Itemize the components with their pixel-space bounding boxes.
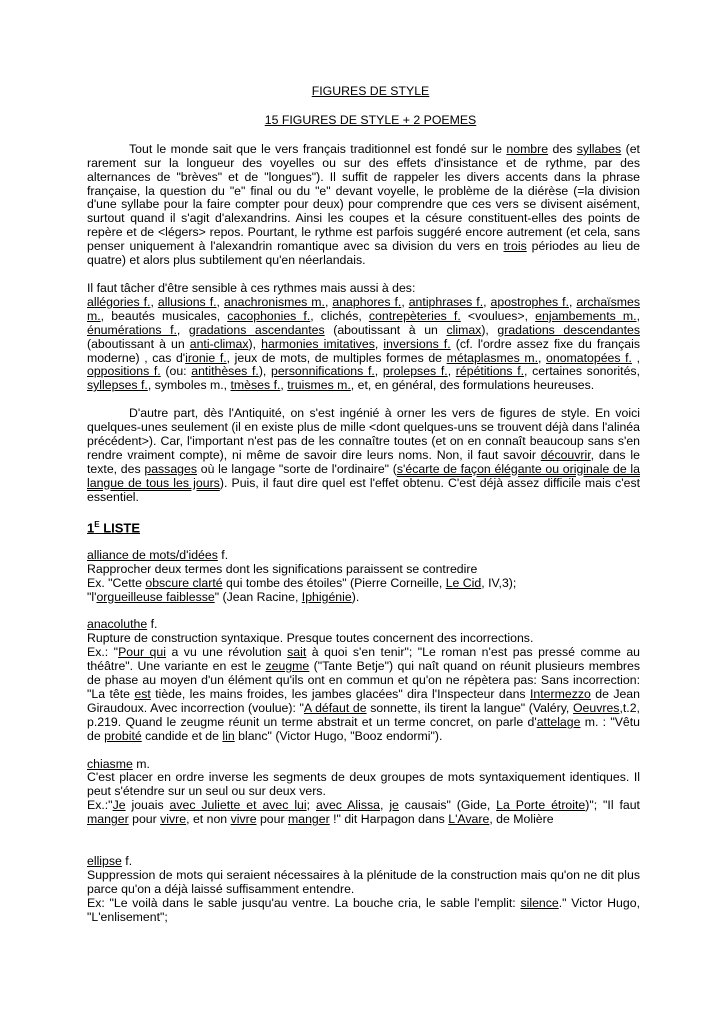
- text-run: périodes au lieu de quatre) et alors plus subtilement qu'en néerlandais.: [87, 239, 640, 268]
- text-run: , dans le texte, des: [87, 447, 640, 476]
- underlined-term: avec Alissa: [315, 798, 380, 813]
- underlined-term: prolepses f.: [382, 364, 448, 379]
- figure-text: [87, 577, 640, 591]
- text-run: pour: [256, 812, 288, 827]
- underlined-term: découvrir: [540, 447, 591, 462]
- underlined-term: inversions f.: [383, 336, 451, 351]
- text-run: Rapprocher deux termes dont les significations paraissent se contredire: [87, 561, 478, 576]
- underlined-term: cacophonies f.: [227, 308, 311, 323]
- text-run: , et, en général, des formulations heureuses.: [350, 378, 595, 393]
- text-run: ),: [481, 322, 498, 337]
- figure-text: [87, 591, 640, 605]
- underlined-term: climax: [446, 322, 482, 337]
- underlined-term: avec Juliette et avec lui: [169, 798, 307, 813]
- underlined-term: gradations ascendantes: [188, 322, 325, 337]
- text-run: ,: [631, 350, 640, 365]
- text-run: <voulues>,: [460, 308, 536, 323]
- text-run: (et rarement sur la longueur des voyelles ou sur des effets d'insistance et de rythme, par des alternances de "brèves" et de "longues"). Il suffit de rappeler les divers accents dans la phrase française, la question du "e" final ou du "e" devant voyelle, le problème de la diérèse (=la division d'une syllabe pour la faire compter pour deux) pour comprendre que ces vers se divisent aisément, surtout quand il s'agit d'alexandrins. Ainsi les coupes et la césure constituent-elles des points de repère et de <légers> repos. Pourtant, le rythme est parfois suggéré encore autrement (et cela, sans penser uniquement à l'alexandrin romantique avec sa division du vers en: [87, 141, 640, 254]
- underlined-term: passages: [144, 461, 197, 476]
- underlined-term: Pour qui: [118, 645, 166, 660]
- list-label: LISTE: [99, 519, 141, 535]
- text-run: ,: [483, 294, 491, 309]
- antiquity-paragraph: [87, 407, 640, 504]
- underlined-term: contrepèteries f.: [368, 308, 461, 323]
- text-run: , IV,3);: [481, 575, 517, 590]
- text-run: ("Tante Betje") qui naît quand on réunit plusieurs membres de phase au moyen d'un élément qu'ils ont en commun et qu'on ne répètera pas: Sans incorrection: "La tête: [87, 659, 640, 701]
- underlined-term: probité: [104, 728, 142, 743]
- text-run: ,: [150, 294, 158, 309]
- text-run: ,: [280, 378, 288, 393]
- figure-term: [87, 855, 640, 869]
- underlined-term: chiasme: [87, 756, 133, 771]
- text-run: (aboutissant à un: [87, 336, 190, 351]
- underlined-term: Je: [112, 798, 126, 813]
- text-run: f.: [147, 617, 158, 632]
- underlined-term: apostrophes f.: [490, 294, 570, 309]
- underlined-term: orgueilleuse faiblesse: [96, 589, 215, 604]
- text-run: f.: [121, 854, 133, 869]
- text-run: ),: [248, 336, 262, 351]
- text-run: Ex. "Cette: [87, 575, 146, 590]
- underlined-term: personnifications f.: [271, 364, 375, 379]
- text-run: candide et de: [141, 728, 223, 743]
- underlined-term: trois: [503, 239, 527, 254]
- text-run: ,: [636, 308, 640, 323]
- double-underlined-phrase: s'écarte de façon élégante ou originale de la langue de tous les jours: [87, 461, 640, 490]
- figure-text: [87, 799, 640, 827]
- text-run: à quoi s'en tenir"; "Le roman n'est pas pressé comme au théâtre". Une variante en est le: [87, 645, 640, 674]
- text-run: Ex: "Le voilà dans le sable jusqu'au ventre. La bouche cria, le sable l'emplit:: [87, 895, 521, 910]
- text-run: où le langage "sorte de l'ordinaire" (: [197, 461, 397, 476]
- underlined-term: Intermezzo: [530, 686, 591, 701]
- underlined-term: vivre: [230, 812, 257, 827]
- list-heading: [87, 518, 640, 535]
- text-run: ).: [351, 589, 360, 604]
- text-run: (cf. l'ordre assez fixe du français moderne) , cas d': [87, 336, 640, 365]
- figure-entry: [87, 855, 640, 925]
- text-run: pour: [128, 812, 161, 827]
- figure-entry: [87, 618, 640, 743]
- figure-text: [87, 771, 640, 799]
- text-run: , et non: [186, 812, 231, 827]
- text-run: tiède, les mains froides, les jambes glacées" dira l'Inspecteur dans: [150, 686, 530, 701]
- underlined-term: lin: [222, 728, 235, 743]
- underlined-term: manger: [288, 812, 330, 827]
- underlined-term: antiphrases f.: [408, 294, 484, 309]
- text-run: D'autre part, dès l'Antiquité, on s'est ingénié à orner les vers de figures de style. En voici quelques-unes seulement (il en existe plus de mille <dont quelques-uns se trouvent déjà dans l'alinéa précédent>). Car, l'important n'est pas de les connaître toutes (et on en connaît beaucoup sans s'en rendre vraiment compte), ni même de savoir dire leurs noms. Non, il faut savoir: [87, 406, 640, 462]
- list-number-suffix: E: [94, 519, 100, 529]
- underlined-term: Le Cid: [445, 575, 482, 590]
- text-run: de Jean Giraudoux. Avec incorrection (voulue): ": [87, 686, 640, 715]
- text-run: (ou:: [160, 364, 192, 379]
- text-run: (aboutissant à un: [324, 322, 447, 337]
- text-run: , certaines sonorités,: [524, 364, 640, 379]
- underlined-term: énumérations f.: [87, 322, 177, 337]
- underlined-term: alliance de mots/d'idées: [87, 547, 218, 562]
- text-run: Suppression de mots qui seraient nécessaires à la plénitude de la construction mais qu'on ne dit plus parce qu'on a déjà laissé suffisamment entendre.: [87, 868, 640, 896]
- text-run: ,: [374, 336, 384, 351]
- underlined-term: est: [134, 686, 151, 701]
- figure-term: [87, 758, 640, 772]
- text-run: Rupture de construction syntaxique. Presque toutes concernent des incorrections.: [87, 631, 534, 646]
- underlined-term: nombre: [506, 141, 549, 156]
- text-run: ,: [176, 322, 189, 337]
- text-run: Ex.:": [87, 798, 113, 813]
- text-run: des: [548, 141, 577, 156]
- underlined-term: vivre: [160, 812, 187, 827]
- text-run: )"; "Il faut: [585, 798, 640, 813]
- underlined-term: anaphores f.: [332, 294, 402, 309]
- underlined-term: onomatopées f.: [546, 350, 632, 365]
- underlined-term: allégories f.: [87, 294, 151, 309]
- underlined-term: sait: [287, 645, 307, 660]
- text-run: causais" (Gide,: [398, 798, 497, 813]
- page-content: [87, 82, 640, 925]
- text-run: ;: [306, 798, 316, 813]
- text-run: ." Victor Hugo, "L'enlisement";: [87, 895, 640, 924]
- figure-term: [87, 549, 640, 563]
- text-run: sonnette, ils tirent la langue" (Valéry,: [366, 700, 573, 715]
- underlined-term: obscure clarté: [145, 575, 223, 590]
- text-run: " (Jean Racine,: [214, 589, 302, 604]
- figure-text: [87, 646, 640, 743]
- text-run: , jeux de mots, de multiples formes de: [226, 350, 447, 365]
- figure-entry: [87, 758, 640, 828]
- text-run: ,: [569, 294, 577, 309]
- underlined-term: répétitions f.: [455, 364, 525, 379]
- underlined-term: tmèses f.: [230, 378, 281, 393]
- text-run: f.: [217, 547, 229, 562]
- text-run: , beautés musicales,: [100, 308, 228, 323]
- text-run: C'est placer en ordre inverse les segments de deux groupes de mots syntaxiquement identiques. Il peut s'étendre sur un seul ou sur deux vers.: [87, 770, 640, 799]
- underlined-term: allusions f.: [157, 294, 217, 309]
- underlined-term: harmonies imitatives: [261, 336, 375, 351]
- text-run: m.: [132, 756, 150, 771]
- text-run: a vu une révolution: [165, 645, 288, 660]
- underlined-term: A défaut de: [303, 700, 367, 715]
- text-run: ,t.2, p.219. Quand le zeugme réunit un terme abstrait et un terme concret, on parle d': [87, 700, 640, 729]
- figure-text: [87, 869, 640, 897]
- text-run: ,: [216, 294, 224, 309]
- underlined-term: enjambements m.: [535, 308, 637, 323]
- intro-paragraph: [87, 143, 640, 268]
- underlined-term: ironie f.: [185, 350, 227, 365]
- underlined-term: L'Avare: [448, 812, 490, 827]
- text-run: jouais: [125, 798, 170, 813]
- figure-entries: [87, 549, 640, 925]
- underlined-term: zeugme: [265, 659, 310, 674]
- underlined-term: anacoluthe: [87, 617, 148, 632]
- text-run: , clichés,: [310, 308, 369, 323]
- figure-term: [87, 618, 640, 632]
- underlined-term: truismes m.: [287, 378, 351, 393]
- list-number: 1: [87, 519, 95, 535]
- figures-list-paragraph: [87, 296, 640, 393]
- text-run: !" dit Harpagon dans: [329, 812, 449, 827]
- underlined-term: manger: [87, 812, 129, 827]
- figure-text: [87, 632, 640, 646]
- text-run: ,: [447, 364, 456, 379]
- text-run: , de Molière: [489, 812, 554, 827]
- figure-entry: [87, 549, 640, 605]
- underlined-term: oppositions f.: [87, 364, 161, 379]
- underlined-term: archaïsmes m.: [87, 294, 640, 323]
- rhythm-intro-line: Il faut tâcher d'être sensible à ces rythmes mais aussi à des:: [87, 280, 416, 295]
- text-run: ,: [401, 294, 409, 309]
- text-run: ),: [258, 364, 271, 379]
- text-run: ,: [324, 294, 333, 309]
- text-run: qui tombe des étoiles" (Pierre Corneille,: [222, 575, 446, 590]
- figure-text: [87, 897, 640, 925]
- text-run: ,: [379, 798, 390, 813]
- underlined-term: métaplasmes m.: [446, 350, 538, 365]
- text-run: ). Puis, il faut dire quel est l'effet obtenu. C'est déjà assez difficile mais c'est essentiel.: [87, 475, 641, 504]
- text-run: , symboles m.,: [147, 378, 231, 393]
- underlined-term: syllabes: [576, 141, 622, 156]
- underlined-term: antithèses f.: [191, 364, 259, 379]
- document-title: FIGURES DE STYLE: [311, 84, 430, 98]
- text-run: blanc" (Victor Hugo, "Booz endormi").: [234, 728, 443, 743]
- underlined-term: gradations descendantes: [497, 322, 640, 337]
- underlined-term: syllepses f.: [87, 378, 148, 393]
- text-run: m. : "Vêtu de: [87, 714, 640, 743]
- text-run: Tout le monde sait que le vers français traditionnel est fondé sur le: [129, 141, 507, 156]
- text-run: "l': [87, 589, 97, 604]
- underlined-term: attelage: [536, 714, 581, 729]
- document-subtitle: 15 FIGURES DE STYLE + 2 POEMES: [264, 112, 477, 127]
- underlined-term: silence: [520, 895, 559, 910]
- underlined-term: je: [389, 798, 399, 813]
- underlined-term: Iphigénie: [301, 589, 352, 604]
- underlined-term: anachronismes m.: [223, 294, 325, 309]
- underlined-term: anti-climax: [189, 336, 249, 351]
- underlined-term: Oeuvres: [572, 700, 620, 715]
- text-run: Ex.: ": [87, 645, 119, 660]
- figure-text: [87, 563, 640, 577]
- underlined-term: ellipse: [87, 854, 122, 869]
- text-run: ,: [538, 350, 547, 365]
- text-run: ,: [374, 364, 383, 379]
- underlined-term: La Porte étroite: [496, 798, 586, 813]
